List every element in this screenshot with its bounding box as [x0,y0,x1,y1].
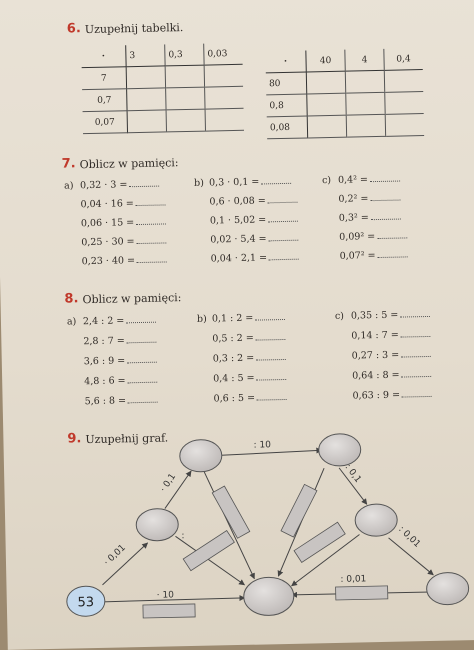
op-label-up-top: · 0,1 [158,471,179,495]
graph-node-left[interactable] [136,508,179,541]
table1-col-header: 3 [126,44,165,66]
edge-top-to-top-right [219,450,322,455]
table2-corner: · [265,50,306,72]
exercise-8-a-4: 4,8 : 6 = [84,375,158,388]
column-label-a: a) [66,316,77,328]
exercise-8-a-5: 5,6 : 8 = [85,395,159,408]
operation-box-bottom-right[interactable] [336,586,388,600]
exercise-8-a-3: 3,6 : 9 = [84,355,158,368]
operation-box-top-center[interactable] [212,486,250,538]
exercise-6-title: Uzupełnij tabelki. [84,21,184,37]
start-value: 53 [77,595,95,611]
op-label-diag: : [181,531,185,542]
exercise-7-number: 7. [61,156,76,172]
column-label-c: c) [334,310,345,322]
exercise-7-c-2: 0,2² = [338,193,400,205]
table1-corner: · [81,45,126,67]
table2-row-header: 0,8 [266,94,307,117]
table2-col-header: 40 [306,50,345,72]
column-label-c: c) [321,174,332,187]
edge-top-to-center [204,471,254,580]
exercise-8-c-3: 0,27 : 3 = [352,349,432,362]
exercise-8-b-2: 0,5 : 2 = [212,332,286,345]
exercise-7-title: Oblicz w pamięci: [79,156,179,172]
op-label-start-bottom: · 10 [156,590,175,601]
exercise-7-a-4: 0,25 · 30 = [81,235,166,248]
table1-row-header: 7 [82,67,127,90]
graph-node-top[interactable] [179,439,222,472]
operation-box-left-center[interactable] [183,531,234,571]
exercise-9-number: 9. [67,431,82,447]
table2-col-header: 0,4 [384,48,423,70]
column-label-a: a) [64,180,74,192]
exercise-8-c-2: 0,14 : 7 = [351,329,431,342]
op-label-start-up: · 0,01 [102,543,128,568]
op-label-right-down: : 0,1 [342,462,363,485]
graph-node-far-right[interactable] [426,572,469,605]
exercise-8-c-1: 0,35 : 5 = [351,309,431,322]
table2-row-header: 0,08 [267,116,308,139]
exercise-8-b-1: 0,1 : 2 = [212,312,286,325]
exercise-7-b-5: 0,04 · 2,1 = [211,252,300,265]
exercise-8-b-3: 0,3 : 2 = [213,352,287,365]
exercise-8-a-1: 2,4 : 2 = [83,315,157,328]
exercise-7-a-1: 0,32 · 3 = [80,179,159,192]
exercise-7-c-1: 0,4² = [338,174,400,186]
graph-node-top-right[interactable] [318,433,361,466]
exercise-8-c-5: 0,63 : 9 = [352,389,432,402]
exercise-6-number: 6. [66,21,81,37]
exercise-7-b-3: 0,1 · 5,02 = [210,214,299,227]
exercise-7-a-5: 0,23 · 40 = [82,254,167,267]
column-label-b: b) [196,313,207,325]
exercise-8-a-2: 2,8 : 7 = [83,335,157,348]
exercise-7-c-4: 0,09² = [339,230,407,242]
op-label-right-bottom: : 0,01 [340,574,367,585]
op-label-top-right: : 10 [253,440,272,451]
exercise-9-title: Uzupełnij graf. [85,431,169,447]
exercise-8-number: 8. [64,291,79,307]
operation-box-bottom-left[interactable] [143,604,195,618]
table2-row-header: 80 [266,72,307,95]
operation-box-top-right-center[interactable] [281,484,317,537]
exercise-7-c-3: 0,3² = [339,212,401,224]
exercise-8-c-4: 0,64 : 8 = [352,369,432,382]
table1-row-header: 0,7 [82,89,127,112]
exercise-7-a-3: 0,06 · 15 = [81,216,166,229]
exercise-7-c-5: 0,07² = [340,249,408,261]
table1-row-header: 0,07 [83,111,128,134]
table2-col-header: 4 [345,49,384,71]
exercise-8-b-4: 0,4 : 5 = [213,372,287,385]
column-label-b: b) [193,177,205,189]
operation-box-right-center[interactable] [294,522,345,562]
exercise-7-b-1: 0,3 · 0,1 = [209,176,291,189]
graph-node-center[interactable] [243,577,294,616]
table1-col-header: 0,03 [204,43,243,65]
exercise-8-b-5: 0,6 : 5 = [213,392,287,405]
exercise-7-a-2: 0,04 · 16 = [80,197,165,210]
exercise-7-b-4: 0,02 · 5,4 = [210,233,299,246]
exercise-7-b-2: 0,6 · 0,08 = [209,195,298,208]
exercise-8-title: Oblicz w pamięci: [82,291,182,307]
op-label-down-right: : 0,01 [396,524,422,550]
graph-node-right[interactable] [355,504,398,537]
table1-col-header: 0,3 [165,44,204,66]
